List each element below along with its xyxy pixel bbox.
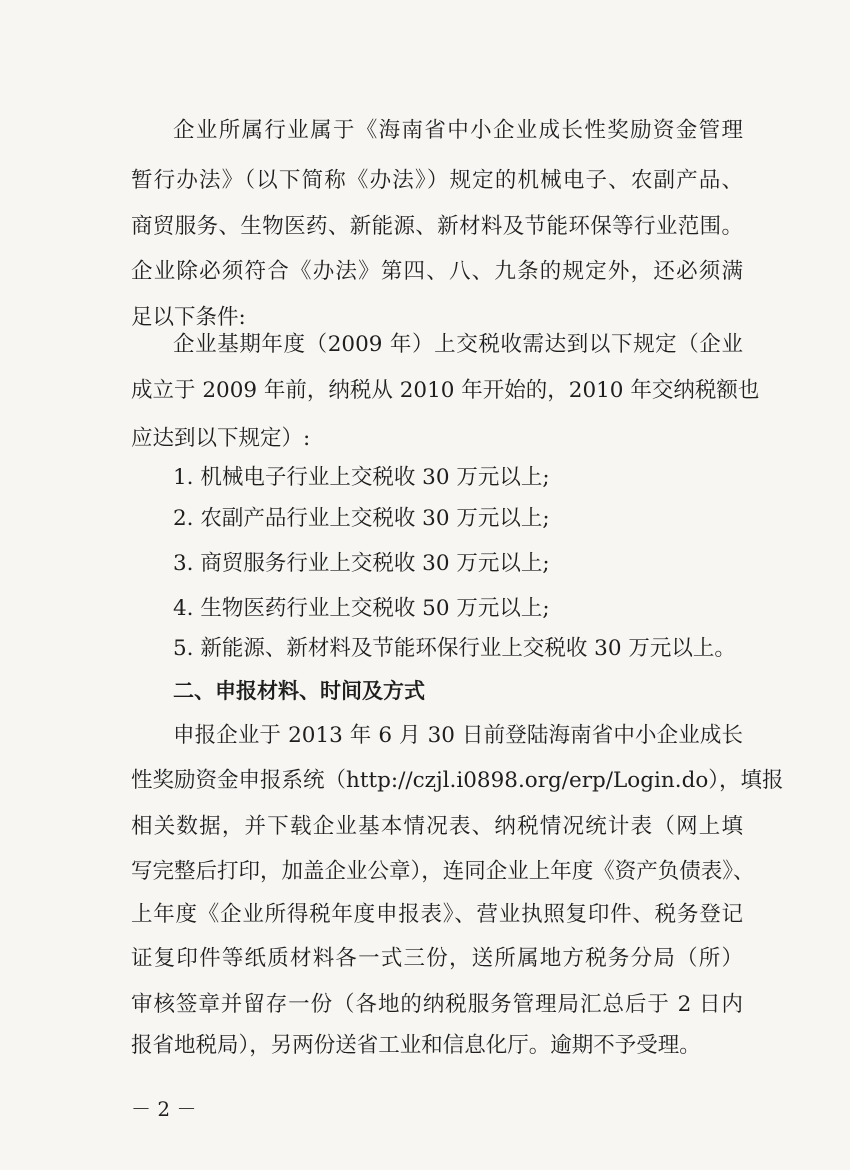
section-heading: 二、申报材料、时间及方式 xyxy=(173,679,425,703)
paragraph-line: 成立于 2009 年前，纳税从 2010 年开始的，2010 年交纳税额也 xyxy=(131,378,760,403)
paragraph-line: 企业所属行业属于《海南省中小企业成长性奖励资金管理 xyxy=(173,118,743,143)
paragraph-line: 性奖励资金申报系统（http://czjl.i0898.org/erp/Login.do），填报 xyxy=(131,768,784,793)
list-item: 4. 生物医药行业上交税收 50 万元以上; xyxy=(173,596,550,621)
list-item: 2. 农副产品行业上交税收 30 万元以上; xyxy=(173,506,550,531)
paragraph-line: 报省地税局），另两份送省工业和信息化厅。逾期不予受理。 xyxy=(131,1033,701,1058)
paragraph-line: 企业除必须符合《办法》第四、八、九条的规定外，还必须满 xyxy=(131,259,743,284)
paragraph-line: 上年度《企业所得税年度申报表》、营业执照复印件、税务登记 xyxy=(131,902,743,927)
paragraph-line: 相关数据，并下载企业基本情况表、纳税情况统计表（网上填 xyxy=(131,814,743,839)
paragraph-line: 应达到以下规定）: xyxy=(131,426,311,451)
paragraph-line: 审核签章并留存一份（各地的纳税服务管理局汇总后于 2 日内 xyxy=(131,992,743,1017)
paragraph-line: 申报企业于 2013 年 6 月 30 日前登陆海南省中小企业成长 xyxy=(173,723,743,748)
page-number: － 2 － xyxy=(131,1097,197,1121)
paragraph-line: 写完整后打印，加盖企业公章），连同企业上年度《资产负债表》、 xyxy=(131,859,755,884)
list-item: 1. 机械电子行业上交税收 30 万元以上; xyxy=(173,465,550,490)
list-item: 5. 新能源、新材料及节能环保行业上交税收 30 万元以上。 xyxy=(173,636,736,661)
paragraph-line: 足以下条件: xyxy=(131,305,246,330)
paragraph-line: 暂行办法》（以下简称《办法》）规定的机械电子、农副产品、 xyxy=(131,168,743,193)
list-item: 3. 商贸服务行业上交税收 30 万元以上; xyxy=(173,551,550,576)
paragraph-line: 企业基期年度（2009 年）上交税收需达到以下规定（企业 xyxy=(173,332,743,357)
paragraph-line: 证复印件等纸质材料各一式三份，送所属地方税务分局（所） xyxy=(131,946,743,971)
paragraph-line: 商贸服务、生物医药、新能源、新材料及节能环保等行业范围。 xyxy=(131,214,743,239)
